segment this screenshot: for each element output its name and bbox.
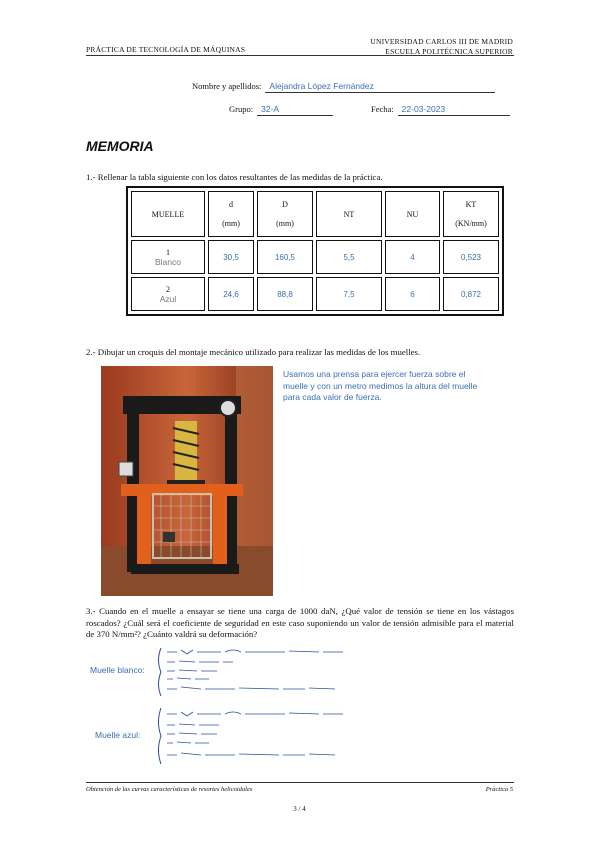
press-photo	[101, 366, 273, 596]
table-row	[131, 240, 499, 274]
row-spring-label: Blanco	[155, 256, 181, 267]
cell-d: 24,6	[208, 277, 254, 311]
cell-kt: 0,872	[443, 277, 499, 311]
group-field	[229, 99, 333, 117]
measurement-table	[126, 186, 504, 316]
cell-kt: 0,523	[443, 240, 499, 274]
header-muelle-label: MUELLE	[151, 209, 185, 219]
header-kt-unit: (KN/mm)	[455, 219, 487, 228]
date-field	[371, 99, 510, 117]
cell-D: 88,8	[257, 277, 313, 311]
header-cell-nu	[385, 191, 440, 237]
header-cell-muelle	[131, 191, 205, 237]
header-kt-label: KT	[465, 200, 477, 209]
name-field	[192, 76, 495, 94]
header-university-line2: ESCUELA POLITÉCNICA SUPERIOR	[385, 46, 513, 56]
cell-muelle	[131, 277, 205, 311]
header-cell-nt	[316, 191, 382, 237]
handwritten-calc-blanco	[155, 646, 375, 703]
page-title: MEMORIA	[86, 138, 154, 154]
cell-D: 160,5	[257, 240, 313, 274]
date-value: 22-03-2023	[398, 104, 510, 116]
handwritten-calc-azul	[155, 706, 375, 771]
header-university-line1: UNIVERSIDAD CARLOS III DE MADRID	[370, 37, 513, 46]
cell-d: 30,5	[208, 240, 254, 274]
group-value: 32-A	[257, 104, 333, 116]
header-university	[370, 37, 513, 56]
header-cell-d	[208, 191, 254, 237]
header-rule	[86, 55, 514, 56]
muelle-azul-label: Muelle azul:	[95, 730, 141, 740]
table-header-row	[131, 191, 499, 237]
handwritten-formulas-image	[155, 706, 375, 766]
footer-rule	[86, 782, 514, 783]
name-label: Nombre y apellidos:	[192, 81, 262, 91]
header-D-unit: (mm)	[276, 219, 294, 228]
handwritten-formulas-image	[155, 646, 375, 698]
date-label: Fecha:	[371, 104, 394, 114]
question-2-text: 2.- Dibujar un croquis del montaje mecánico utilizado para realizar las medidas de los muelles.	[86, 347, 421, 357]
footer-practice-title: Obtención de las curvas características de resortes helicoidales	[86, 786, 253, 793]
header-d-unit: (mm)	[222, 219, 240, 228]
header-D-label: D	[282, 200, 288, 209]
header-cell-D	[257, 191, 313, 237]
question-1-text: 1.- Rellenar la tabla siguiente con los datos resultantes de las medidas de la práctica.	[86, 172, 383, 182]
header-cell-kt	[443, 191, 499, 237]
cell-nt: 7,5	[316, 277, 382, 311]
table-row	[131, 277, 499, 311]
page-number: 3 / 4	[293, 805, 306, 813]
group-label: Grupo:	[229, 104, 254, 114]
name-value: Alejandra López Fernández	[265, 81, 495, 93]
header-course-title: PRÁCTICA DE TECNOLOGÍA DE MÁQUINAS	[86, 45, 246, 54]
press-description: Usamos una prensa para ejercer fuerza sobre el muelle y con un metro medimos la altura del muelle para cada valor de fuerza.	[283, 369, 478, 402]
header-d-label: d	[229, 200, 233, 209]
question-3-text: 3.- Cuando en el muelle a ensayar se tiene una carga de 1000 daN, ¿Qué valor de tensión se tiene en los vástagos roscados? ¿Cuál será el coeficiente de seguridad en este caso suponiendo un valor de tensión admisible para el material de 370 N/mm²? ¿Cuánto valdrá su deformación?	[86, 606, 514, 639]
cell-nu: 4	[385, 240, 440, 274]
muelle-blanco-label: Muelle blanco:	[90, 665, 145, 675]
row-id: 2	[166, 284, 170, 294]
header-nu-label: NU	[406, 209, 419, 219]
cell-muelle	[131, 240, 205, 274]
cell-nu: 6	[385, 277, 440, 311]
header-nt-label: NT	[343, 209, 355, 219]
row-id: 1	[166, 247, 170, 257]
cell-nt: 5,5	[316, 240, 382, 274]
footer-practice-number: Práctica 5	[485, 786, 513, 793]
hydraulic-press-illustration	[101, 366, 273, 596]
row-spring-label: Azul	[159, 293, 177, 304]
